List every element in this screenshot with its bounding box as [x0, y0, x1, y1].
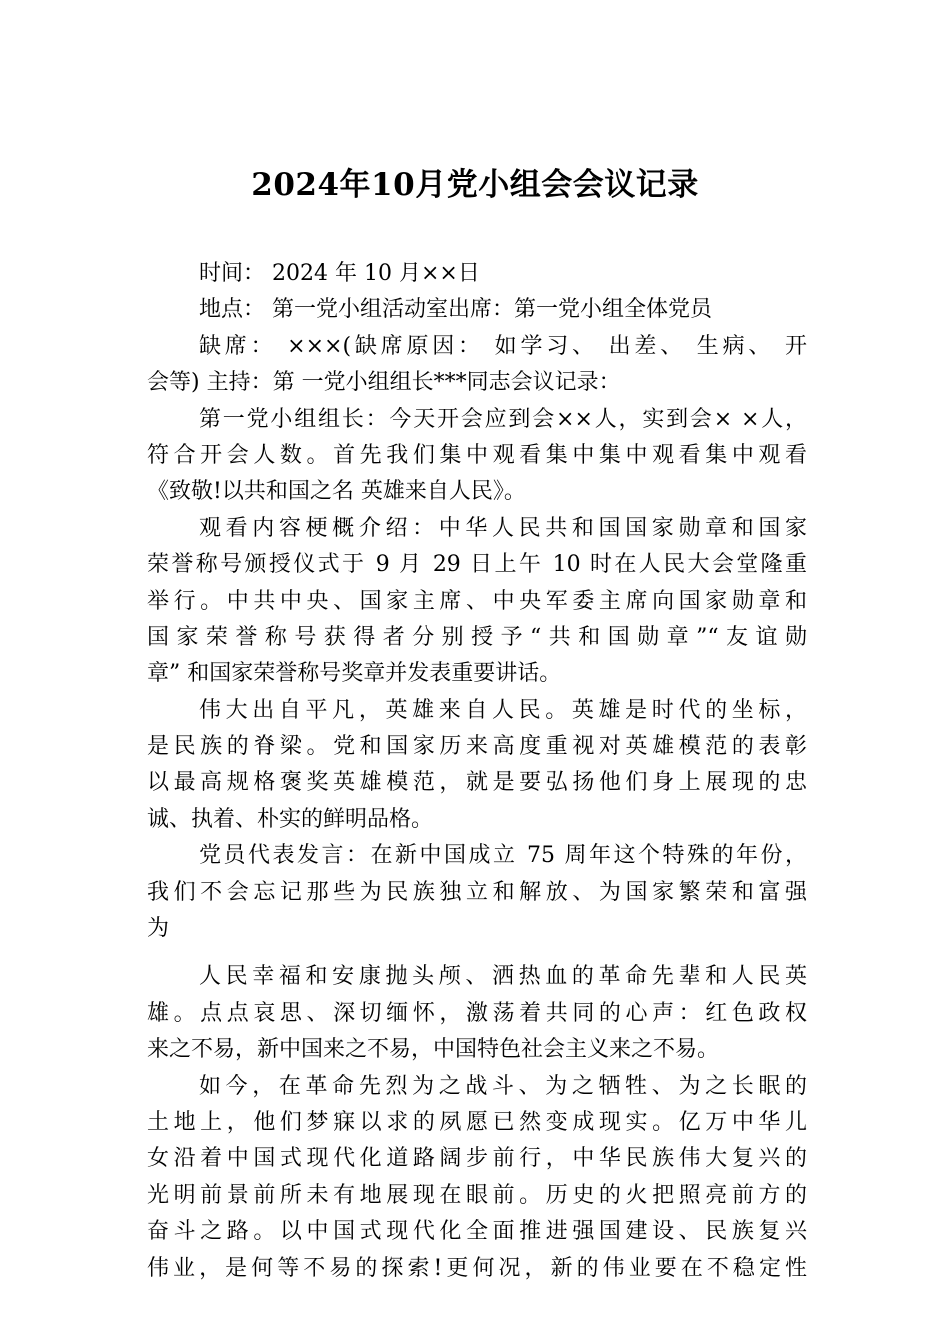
paragraph-line: 来之不易，新中国来之不易，中国特色社会主义来之不易。 — [147, 1037, 720, 1063]
paragraph-line: 我们不会忘记那些为民族独立和解放、为国家繁荣和富强 — [147, 879, 807, 905]
paragraph-line: 符合开会人数。首先我们集中观看集中集中观看集中观看 — [147, 442, 807, 468]
paragraph-line: 伟大出自平凡，英雄来自人民。英雄是时代的坐标， — [199, 697, 807, 723]
paragraph-line: 光明前景前所未有地展现在眼前。历史的火把照亮前方的 — [147, 1182, 807, 1208]
document-body — [147, 256, 807, 1287]
paragraph-line: 雄。点点哀思、深切缅怀，激荡着共同的心声：红色政权 — [147, 1000, 807, 1026]
paragraph-line: 《致敬!以共和国之名 英雄来自人民》。 — [147, 479, 526, 505]
paragraph-line: 第一党小组组长：今天开会应到会××人，实到会× ×人， — [199, 406, 807, 432]
paragraph-line: 奋斗之路。以中国式现代化全面推进强国建设、民族复兴 — [147, 1219, 807, 1245]
paragraph-line: 诚、执着、朴实的鲜明品格。 — [147, 806, 434, 832]
paragraph-line: 女沿着中国式现代化道路阔步前行，中华民族伟大复兴的 — [147, 1146, 807, 1172]
paragraph-line: 国家荣誉称号获得者分别授予“共和国勋章”“友谊勋 — [147, 624, 807, 650]
paragraph-line: 土地上，他们梦寐以求的夙愿已然变成现实。亿万中华儿 — [147, 1109, 807, 1135]
paragraph-line: 为 — [147, 916, 170, 942]
meeting-host-line: 会等) 主持：第 一党小组组长***同志会议记录： — [147, 370, 621, 396]
paragraph-line: 党员代表发言：在新中国成立 75 周年这个特殊的年份， — [199, 843, 807, 869]
paragraph-line: 章” 和国家荣誉称号奖章并发表重要讲话。 — [147, 661, 562, 687]
meeting-location-line: 地点： 第一党小组活动室出席：第一党小组全体党员 — [199, 297, 712, 323]
paragraph-line: 举行。中共中央、国家主席、中央军委主席向国家勋章和 — [147, 588, 807, 614]
paragraph-line: 人民幸福和安康抛头颅、洒热血的革命先辈和人民英 — [199, 964, 807, 990]
paragraph-line: 伟业，是何等不易的探索!更何况，新的伟业要在不稳定性 — [147, 1255, 807, 1281]
paragraph-line: 以最高规格褒奖英雄模范，就是要弘扬他们身上展现的忠 — [147, 770, 807, 796]
paragraph-line: 观看内容梗概介绍：中华人民共和国国家勋章和国家 — [199, 515, 807, 541]
paragraph-line: 是民族的脊梁。党和国家历来高度重视对英雄模范的表彰 — [147, 734, 807, 760]
meeting-absence-line: 缺席： ×××(缺席原因： 如学习、 出差、 生病、 开 — [199, 333, 807, 359]
document-title: 2024年10月党小组会会议记录 — [251, 167, 699, 203]
paragraph-gap — [147, 947, 807, 959]
meeting-time-line: 时间： 2024 年 10 月××日 — [199, 261, 480, 286]
paragraph-line: 荣誉称号颁授仪式于 9 月 29 日上午 10 时在人民大会堂隆重 — [147, 552, 807, 578]
paragraph-line: 如今，在革命先烈为之战斗、为之牺牲、为之长眠的 — [199, 1073, 807, 1099]
